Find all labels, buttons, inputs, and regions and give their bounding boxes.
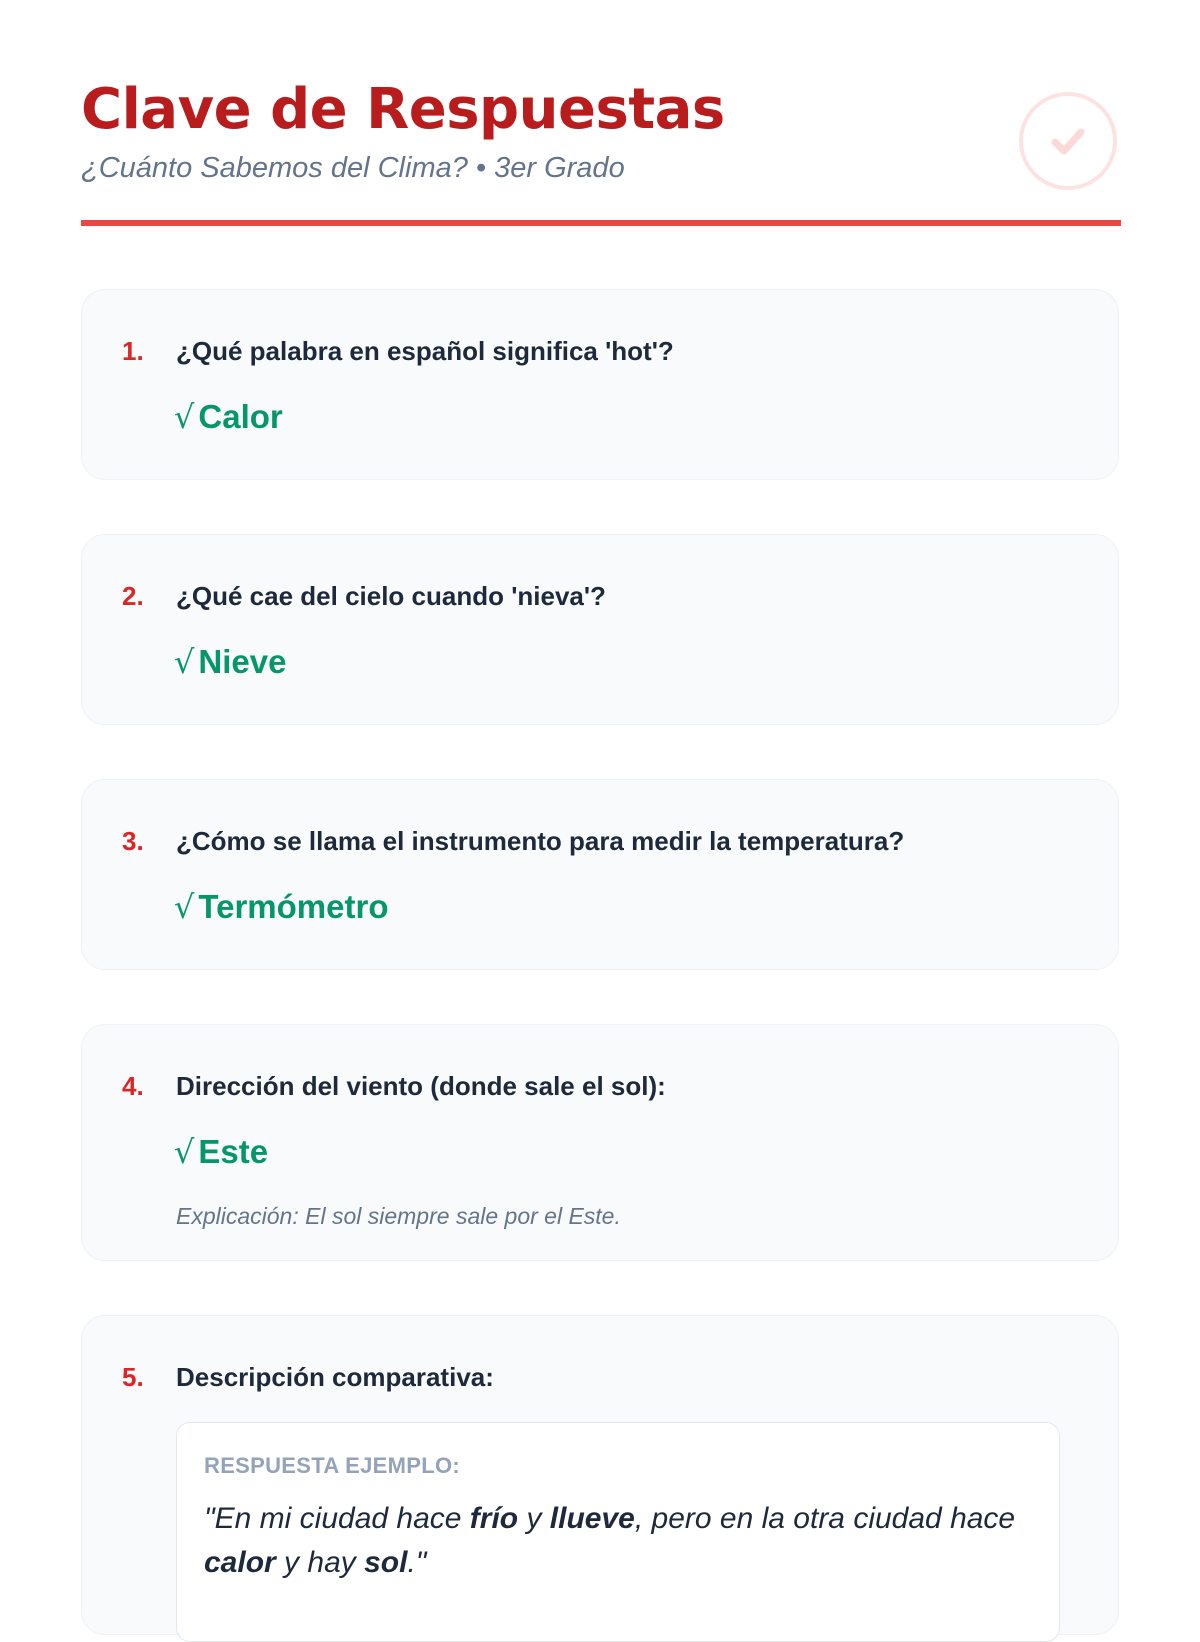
answer — [174, 1133, 268, 1171]
answer — [174, 643, 286, 681]
check-icon: √ — [174, 1133, 195, 1171]
answer — [174, 398, 283, 436]
sample-keyword: llueve — [549, 1502, 635, 1535]
sample-keyword: sol — [364, 1546, 408, 1579]
header-divider — [81, 220, 1121, 226]
question-card — [81, 289, 1119, 480]
question-card — [81, 534, 1119, 725]
checkmark-icon — [1047, 120, 1089, 162]
question-number: 3. — [122, 826, 144, 856]
question-line — [122, 1071, 666, 1102]
sample-text-part: , pero en la otra ciudad hace — [634, 1502, 1016, 1535]
answer-text: Termómetro — [198, 888, 389, 925]
answer-key-page — [81, 0, 1121, 1579]
sample-answer-box — [176, 1422, 1060, 1642]
answer-explanation: Explicación: El sol siempre sale por el Este. — [176, 1203, 621, 1229]
check-icon: √ — [174, 398, 195, 436]
sample-answer-label: RESPUESTA EJEMPLO: — [204, 1453, 460, 1478]
check-icon: √ — [174, 643, 195, 681]
check-icon: √ — [174, 888, 195, 926]
question-card — [81, 1315, 1119, 1635]
answer-text: Este — [198, 1133, 269, 1170]
page-title: Clave de Respuestas — [81, 77, 725, 142]
sample-keyword: calor — [204, 1546, 276, 1579]
header — [81, 0, 1121, 228]
question-text: ¿Cómo se llama el instrumento para medir la temperatura? — [176, 826, 905, 856]
question-number: 2. — [122, 581, 144, 611]
question-number: 1. — [122, 336, 144, 366]
question-number: 4. — [122, 1071, 144, 1101]
question-card — [81, 1024, 1119, 1261]
sample-text-part: "En mi ciudad hace — [204, 1502, 470, 1535]
question-card — [81, 779, 1119, 970]
answer — [174, 888, 388, 926]
question-line — [122, 336, 674, 367]
question-line — [122, 581, 606, 612]
question-text: Dirección del viento (donde sale el sol): — [176, 1071, 666, 1101]
sample-answer-text — [204, 1497, 1024, 1585]
question-line — [122, 826, 904, 857]
sample-text-part: ." — [407, 1546, 427, 1579]
question-number: 5. — [122, 1362, 144, 1392]
answer-text: Calor — [198, 398, 283, 435]
question-text: ¿Qué palabra en español significa 'hot'? — [176, 336, 674, 366]
question-text: Descripción comparativa: — [176, 1362, 494, 1392]
sample-text-part: y hay — [275, 1546, 365, 1579]
sample-keyword: frío — [469, 1502, 519, 1535]
check-circle-icon — [1019, 92, 1117, 190]
question-line — [122, 1362, 494, 1393]
page-subtitle: ¿Cuánto Sabemos del Clima? • 3er Grado — [81, 152, 625, 184]
answer-text: Nieve — [198, 643, 287, 680]
sample-text-part: y — [518, 1502, 550, 1535]
question-text: ¿Qué cae del cielo cuando 'nieva'? — [176, 581, 606, 611]
